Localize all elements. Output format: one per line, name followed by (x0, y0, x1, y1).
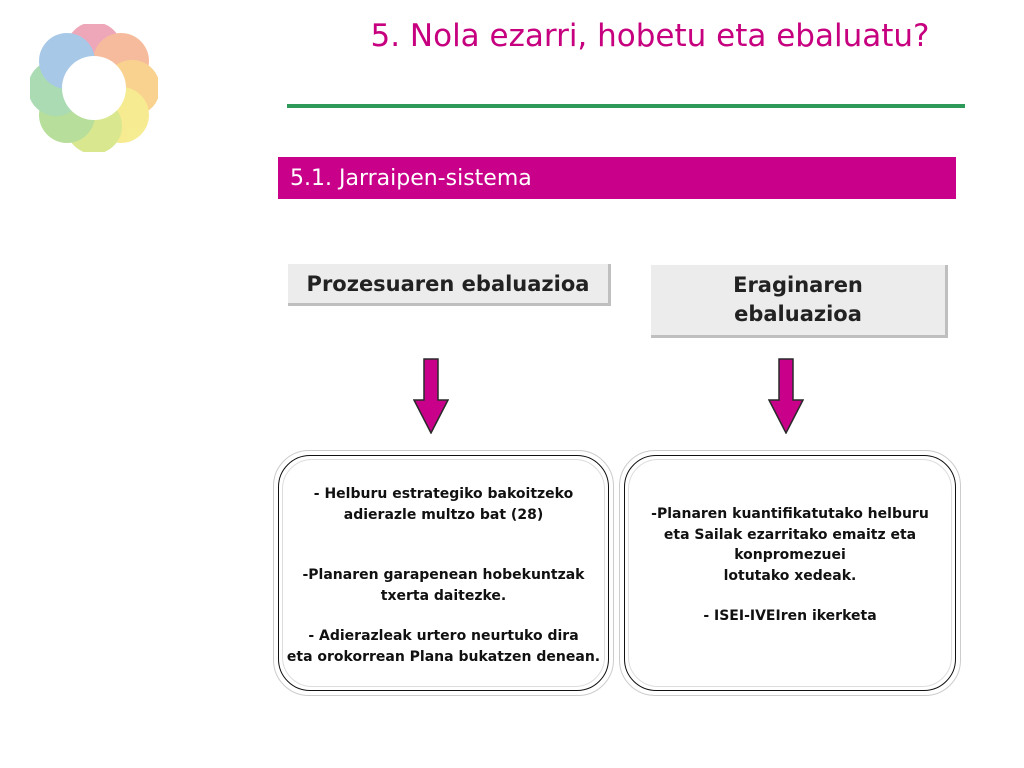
logo-ring-icon (30, 24, 158, 152)
impact-evaluation-box (651, 265, 948, 338)
process-line: -Planaren garapenean hobekuntzak (302, 567, 585, 583)
impact-details-card (624, 455, 956, 691)
section-header: 5.1. Jarraipen-sistema (278, 157, 956, 199)
impact-evaluation-title-line1: Eraginaren (733, 273, 863, 297)
process-line: - Adierazleak urtero neurtuko dira (308, 628, 579, 644)
process-evaluation-title: Prozesuaren ebaluazioa (306, 272, 590, 296)
process-line: txerta daitezke. (380, 587, 507, 604)
impact-evaluation-title-line2: ebaluazioa (734, 302, 862, 326)
process-details-card (278, 455, 609, 691)
down-arrow-icon (768, 358, 804, 434)
impact-line: -Planaren kuantifikatutako helburu (651, 506, 929, 522)
slide-title: 5. Nola ezarri, hobetu eta ebaluatu? (370, 18, 930, 54)
impact-line: - ISEI-IVEIren ikerketa (703, 608, 877, 624)
impact-line: lotutako xedeak. (723, 567, 857, 584)
impact-line: konpromezuei (734, 547, 846, 563)
impact-line: eta Sailak ezarritako emaitz eta (663, 526, 917, 543)
process-line: eta orokorrean Plana bukatzen denean. (286, 648, 601, 665)
title-divider (287, 104, 965, 108)
down-arrow-icon (413, 358, 449, 434)
process-line: adierazle multzo bat (28) (343, 506, 544, 523)
process-line: - Helburu estrategiko bakoitzeko (313, 486, 574, 502)
process-evaluation-box (288, 264, 611, 306)
